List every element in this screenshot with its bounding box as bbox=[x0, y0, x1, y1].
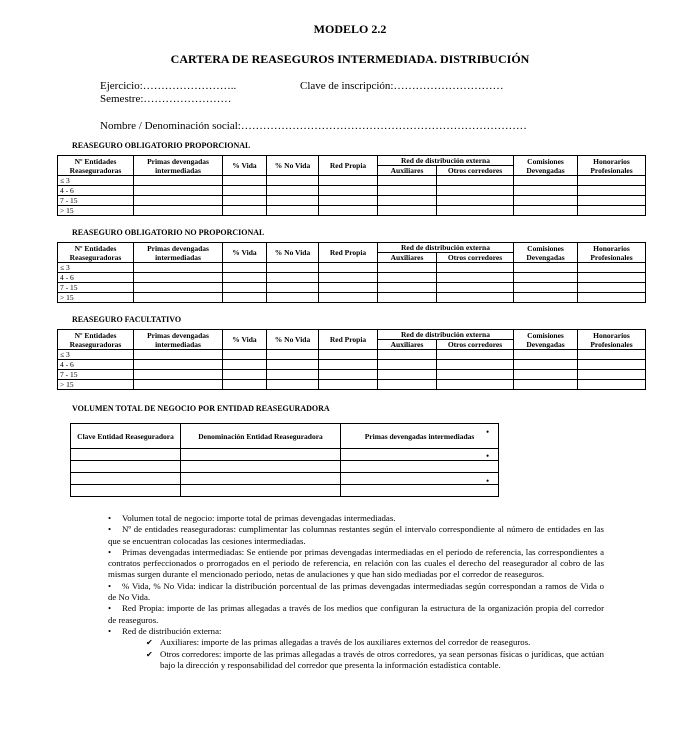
row-label: ≤ 3 bbox=[58, 350, 134, 360]
col-no-vida: % No Vida bbox=[267, 243, 319, 263]
col-red-propia: Red Propia bbox=[319, 243, 378, 263]
row-label: ≤ 3 bbox=[58, 263, 134, 273]
col-entidades: Nº Entidades Reaseguradoras bbox=[58, 330, 134, 350]
col-comisiones: Comisiones Devengadas bbox=[514, 156, 578, 176]
col-otros-corredores: Otros corredores bbox=[437, 340, 514, 350]
col-denominacion-entidad: Denominación Entidad Reaseguradora bbox=[181, 424, 341, 449]
col-auxiliares: Auxiliares bbox=[378, 166, 437, 176]
col-primas: Primas devengadas intermediadas bbox=[134, 156, 223, 176]
model-number: MODELO 2.2 bbox=[313, 22, 387, 36]
row-label: 4 - 6 bbox=[58, 186, 134, 196]
check-icon: ✔ bbox=[146, 649, 153, 659]
note-red-propia: Red Propia: importe de las primas allegadas a través de los medios que configuran la estructura de la organización propia del corredor de reaseguros. bbox=[108, 603, 604, 625]
col-red-propia: Red Propia bbox=[319, 330, 378, 350]
col-red-propia: Red Propia bbox=[319, 156, 378, 176]
note-otros-corredores: Otros corredores: importe de las primas allegadas a través de otros corredores, ya sean personas físicas o jurídicas, que actúan bajo la dirección y responsabilidad del corredor que presenta la información estadística contable. bbox=[160, 648, 604, 670]
row-label: 7 - 15 bbox=[58, 370, 134, 380]
table-volumen-total bbox=[70, 423, 499, 497]
col-auxiliares: Auxiliares bbox=[378, 340, 437, 350]
section-title-obligatorio-no-proporcional: REASEGURO OBLIGATORIO NO PROPORCIONAL bbox=[72, 228, 265, 237]
note-entidades: Nº de entidades reaseguradoras: cumplimentar las columnas restantes según el intervalo correspondiente al número de entidades en las que se encuentran colocadas las cesiones intermediadas. bbox=[108, 524, 604, 546]
note-vida: % Vida, % No Vida: indicar la distribución porcentual de las primas devengadas intermediadas según correspondan a ramos de Vida o de No Vida. bbox=[108, 580, 604, 603]
col-red-externa: Red de distribución externa bbox=[378, 330, 514, 340]
table-obligatorio-no-proporcional bbox=[57, 242, 646, 303]
col-primas-intermediadas: Primas devengadas intermediadas bbox=[341, 424, 499, 449]
col-honorarios: Honorarios Profesionales bbox=[578, 330, 646, 350]
row-label: > 15 bbox=[58, 293, 134, 303]
table-obligatorio-proporcional bbox=[57, 155, 646, 216]
table-facultativo bbox=[57, 329, 646, 390]
col-entidades: Nº Entidades Reaseguradoras bbox=[58, 156, 134, 176]
ejercicio-field: Ejercicio:…………………….. bbox=[100, 80, 237, 92]
row-label: 7 - 15 bbox=[58, 283, 134, 293]
col-entidades: Nº Entidades Reaseguradoras bbox=[58, 243, 134, 263]
bullet-mark: • bbox=[486, 476, 490, 486]
col-vida: % Vida bbox=[223, 156, 267, 176]
col-red-externa: Red de distribución externa bbox=[378, 156, 514, 166]
col-vida: % Vida bbox=[223, 243, 267, 263]
note-auxiliares: Auxiliares: importe de las primas allegadas a través de los auxiliares externos del corredor de reaseguros. bbox=[160, 637, 531, 648]
row-label: 4 - 6 bbox=[58, 360, 134, 370]
nombre-field: Nombre / Denominación social:…………………………………………………………………… bbox=[100, 120, 527, 132]
bullet-mark: • bbox=[486, 427, 490, 437]
col-clave-entidad: Clave Entidad Reaseguradora bbox=[71, 424, 181, 449]
document-title: CARTERA DE REASEGUROS INTERMEDIADA. DISTRIBUCIÓN bbox=[170, 52, 530, 66]
clave-inscripcion-field: Clave de inscripción:………………………… bbox=[300, 80, 504, 92]
check-icon: ✔ bbox=[146, 638, 153, 648]
col-otros-corredores: Otros corredores bbox=[437, 166, 514, 176]
col-primas: Primas devengadas intermediadas bbox=[134, 243, 223, 263]
explanatory-notes bbox=[108, 513, 604, 671]
col-primas: Primas devengadas intermediadas bbox=[134, 330, 223, 350]
col-otros-corredores: Otros corredores bbox=[437, 253, 514, 263]
section-title-facultativo: REASEGURO FACULTATIVO bbox=[72, 315, 182, 324]
col-vida: % Vida bbox=[223, 330, 267, 350]
col-no-vida: % No Vida bbox=[267, 330, 319, 350]
semestre-field: Semestre:…………………… bbox=[100, 93, 232, 105]
col-honorarios: Honorarios Profesionales bbox=[578, 156, 646, 176]
col-red-externa: Red de distribución externa bbox=[378, 243, 514, 253]
section-title-obligatorio-proporcional: REASEGURO OBLIGATORIO PROPORCIONAL bbox=[72, 141, 251, 150]
col-comisiones: Comisiones Devengadas bbox=[514, 243, 578, 263]
col-honorarios: Honorarios Profesionales bbox=[578, 243, 646, 263]
note-red-externa: Red de distribución externa: bbox=[122, 625, 222, 636]
col-no-vida: % No Vida bbox=[267, 156, 319, 176]
note-primas: Primas devengadas intermediadas: Se entiende por primas devengadas intermediadas en el periodo de referencia, las correspondientes a contratos perfeccionados o prorrogados en el periodo de referencia, en relación con las cuales el derecho del reasegurador al cobro de las mismas surgen durante el mencionado periodo, netas de anulaciones y que han sido mediadas por el corredor de reaseguros. bbox=[108, 546, 604, 580]
row-label: > 15 bbox=[58, 380, 134, 390]
row-label: > 15 bbox=[58, 206, 134, 216]
bullet-mark: • bbox=[486, 451, 490, 461]
row-label: ≤ 3 bbox=[58, 176, 134, 186]
row-label: 7 - 15 bbox=[58, 196, 134, 206]
col-auxiliares: Auxiliares bbox=[378, 253, 437, 263]
col-comisiones: Comisiones Devengadas bbox=[514, 330, 578, 350]
row-label: 4 - 6 bbox=[58, 273, 134, 283]
note-volumen: Volumen total de negocio: importe total de primas devengadas intermediadas. bbox=[122, 513, 396, 523]
section-title-volumen-total: VOLUMEN TOTAL DE NEGOCIO POR ENTIDAD REASEGURADORA bbox=[72, 404, 330, 413]
